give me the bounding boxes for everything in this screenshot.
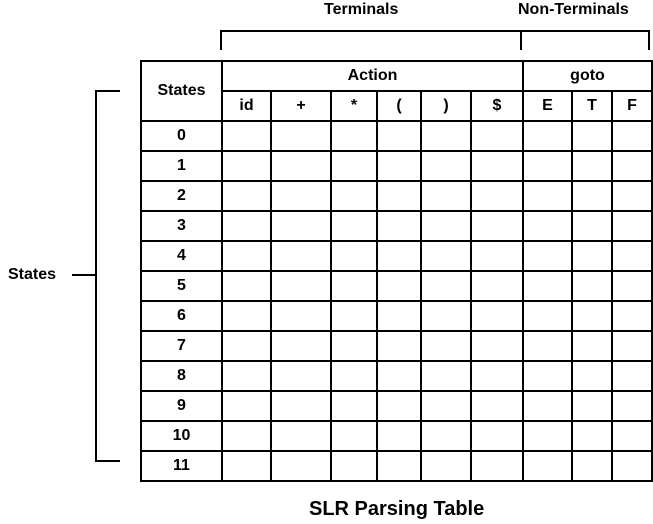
parsing-table [140, 60, 653, 482]
table-cell [377, 391, 421, 421]
table-cell [222, 331, 271, 361]
table-cell [421, 451, 471, 481]
table-cell [271, 331, 331, 361]
states-header: States [141, 61, 222, 121]
table-cell [572, 391, 612, 421]
table-cell [222, 271, 271, 301]
terminal-symbol: + [271, 91, 331, 121]
state-number: 7 [141, 331, 222, 361]
table-cell [612, 181, 652, 211]
table-cell [471, 241, 523, 271]
table-cell [377, 181, 421, 211]
terminals-label: Terminals [324, 1, 399, 18]
state-row [141, 211, 652, 241]
table-cell [523, 241, 572, 271]
table-cell [572, 301, 612, 331]
table-cell [572, 271, 612, 301]
goto-header: goto [523, 61, 652, 91]
table-cell [331, 391, 377, 421]
table-cell [612, 151, 652, 181]
table-cell [271, 361, 331, 391]
table-cell [271, 121, 331, 151]
table-cell [421, 331, 471, 361]
nonterminal-symbol: F [612, 91, 652, 121]
table-cell [331, 241, 377, 271]
table-cell [471, 121, 523, 151]
table-cell [421, 151, 471, 181]
terminal-symbol: ) [421, 91, 471, 121]
table-cell [523, 181, 572, 211]
table-cell [612, 211, 652, 241]
table-cell [377, 331, 421, 361]
table-cell [271, 391, 331, 421]
table-cell [612, 391, 652, 421]
table-cell [572, 331, 612, 361]
table-cell [377, 211, 421, 241]
table-cell [471, 391, 523, 421]
table-cell [222, 211, 271, 241]
table-cell [377, 361, 421, 391]
table-cell [271, 181, 331, 211]
state-row [141, 451, 652, 481]
state-row [141, 151, 652, 181]
table-cell [471, 181, 523, 211]
table-cell [331, 211, 377, 241]
table-cell [471, 331, 523, 361]
table-cell [471, 451, 523, 481]
table-cell [222, 151, 271, 181]
table-cell [421, 271, 471, 301]
table-cell [331, 121, 377, 151]
table-cell [421, 361, 471, 391]
terminal-symbol: * [331, 91, 377, 121]
table-cell [572, 121, 612, 151]
state-number: 2 [141, 181, 222, 211]
table-cell [612, 361, 652, 391]
table-cell [612, 241, 652, 271]
states-brace [96, 91, 120, 461]
table-cell [612, 331, 652, 361]
table-cell [572, 361, 612, 391]
table-cell [331, 181, 377, 211]
table-cell [523, 211, 572, 241]
state-row [141, 301, 652, 331]
table-cell [271, 241, 331, 271]
table-cell [222, 121, 271, 151]
table-cell [377, 301, 421, 331]
terminal-symbol: id [222, 91, 271, 121]
table-cell [572, 151, 612, 181]
terminal-symbol: ( [377, 91, 421, 121]
side-states-label: States [8, 266, 57, 283]
table-cell [331, 151, 377, 181]
state-row [141, 241, 652, 271]
table-cell [271, 271, 331, 301]
non-terminals-brace [521, 31, 649, 50]
table-cell [222, 361, 271, 391]
table-cell [523, 151, 572, 181]
table-cell [471, 211, 523, 241]
table-cell [271, 211, 331, 241]
state-row [141, 421, 652, 451]
table-cell [271, 451, 331, 481]
table-cell [523, 391, 572, 421]
table-cell [331, 361, 377, 391]
nonterminal-symbol: T [572, 91, 612, 121]
table-cell [612, 271, 652, 301]
table-cell [421, 391, 471, 421]
table-cell [572, 241, 612, 271]
table-cell [612, 421, 652, 451]
table-cell [271, 301, 331, 331]
table-cell [523, 301, 572, 331]
state-row [141, 391, 652, 421]
table-cell [471, 421, 523, 451]
state-number: 4 [141, 241, 222, 271]
terminal-symbol: $ [471, 91, 523, 121]
state-row [141, 331, 652, 361]
table-cell [612, 451, 652, 481]
terminals-brace [221, 31, 521, 50]
table-caption: SLR Parsing Table [309, 498, 485, 520]
table-cell [271, 151, 331, 181]
table-cell [612, 301, 652, 331]
table-cell [572, 421, 612, 451]
table-cell [421, 421, 471, 451]
state-number: 6 [141, 301, 222, 331]
table-cell [222, 301, 271, 331]
table-cell [523, 421, 572, 451]
table-cell [523, 451, 572, 481]
table-cell [421, 241, 471, 271]
table-cell [471, 271, 523, 301]
table-cell [331, 421, 377, 451]
table-cell [471, 301, 523, 331]
table-cell [222, 241, 271, 271]
table-cell [421, 181, 471, 211]
table-cell [331, 451, 377, 481]
state-row [141, 181, 652, 211]
table-cell [377, 121, 421, 151]
table-cell [222, 181, 271, 211]
table-cell [222, 421, 271, 451]
table-cell [377, 451, 421, 481]
state-row [141, 361, 652, 391]
state-number: 8 [141, 361, 222, 391]
table-cell [271, 421, 331, 451]
table-cell [523, 271, 572, 301]
action-header: Action [222, 61, 523, 91]
table-cell [421, 301, 471, 331]
state-number: 3 [141, 211, 222, 241]
table-cell [471, 361, 523, 391]
non-terminals-label: Non-Terminals [518, 1, 629, 18]
state-number: 9 [141, 391, 222, 421]
table-cell [331, 331, 377, 361]
state-number: 1 [141, 151, 222, 181]
state-number: 0 [141, 121, 222, 151]
table-cell [421, 121, 471, 151]
table-cell [331, 301, 377, 331]
table-cell [222, 451, 271, 481]
table-cell [523, 331, 572, 361]
state-number: 10 [141, 421, 222, 451]
table-cell [331, 271, 377, 301]
table-cell [612, 121, 652, 151]
table-cell [377, 241, 421, 271]
table-cell [377, 271, 421, 301]
table-cell [572, 451, 612, 481]
table-cell [377, 151, 421, 181]
table-cell [421, 211, 471, 241]
table-cell [572, 181, 612, 211]
table-cell [523, 121, 572, 151]
table-cell [523, 361, 572, 391]
table-cell [222, 391, 271, 421]
nonterminal-symbol: E [523, 91, 572, 121]
table-cell [377, 421, 421, 451]
state-number: 11 [141, 451, 222, 481]
state-number: 5 [141, 271, 222, 301]
table-cell [572, 211, 612, 241]
state-row [141, 271, 652, 301]
table-cell [471, 151, 523, 181]
state-row [141, 121, 652, 151]
